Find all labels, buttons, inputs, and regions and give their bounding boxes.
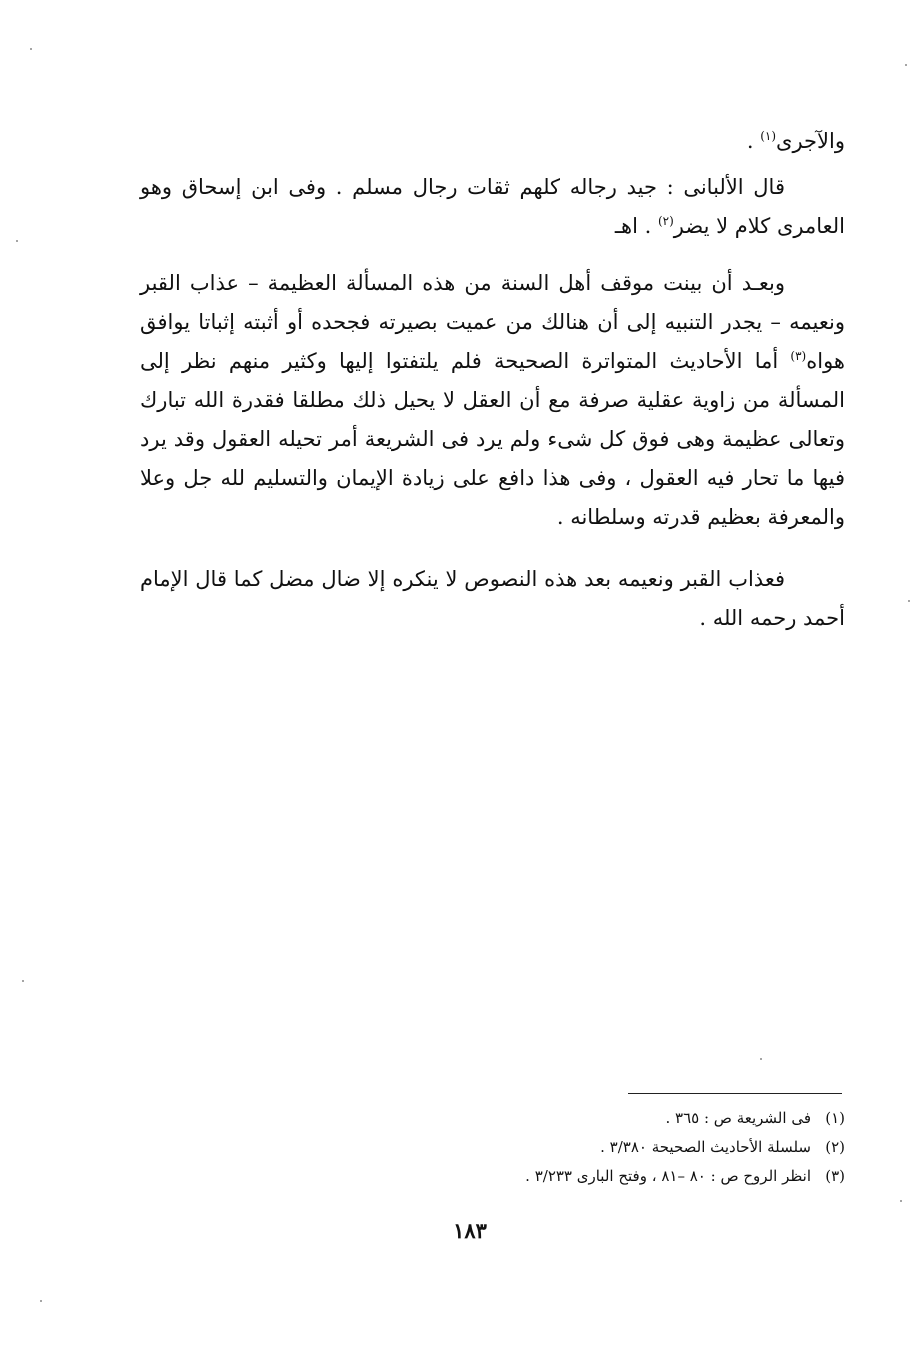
footnote-ref-2: (٢)	[657, 214, 674, 228]
ajurri-text: والآجرى	[776, 129, 845, 153]
scan-speck	[16, 240, 18, 242]
footnote-divider	[628, 1093, 842, 1094]
final-text: فعذاب القبر ونعيمه بعد هذه النصوص لا ينكره إلا ضال مضل كما قال الإمام أحمد رحمه الله .	[140, 567, 845, 630]
scan-speck	[22, 980, 24, 982]
main-text-after: أما الأحاديث المتواترة الصحيحة فلم يلتفتوا إليها وكثير منهم نظر إلى المسألة من زاوية عقلية صرفة مع أن العقل لا يحيل ذلك مطلقا فقدرة الله تبارك وتعالى عظيمة وهى فوق كل شىء ولم يرد فى الشريعة أمر تحيله العقول وقد يرد فيها ما تحار فيه العقول ، وفى هذا دافع على زيادة الإيمان والتسليم لله جل وعلا والمعرفة بعظيم قدرته وسلطانه .	[140, 349, 845, 529]
footnote-number: (٢)	[825, 1138, 845, 1156]
paragraph-final	[140, 560, 845, 638]
albani-end: . اهـ	[614, 214, 658, 238]
scan-speck	[40, 1300, 42, 1302]
scan-speck	[30, 48, 32, 50]
footnote-3	[380, 1162, 845, 1191]
scan-speck	[900, 1200, 902, 1202]
ajurri-end: .	[746, 129, 761, 153]
page-number: ١٨٣	[453, 1218, 487, 1243]
footnotes	[380, 1104, 845, 1191]
footnote-text: فى الشريعة ص : ٣٦٥ .	[665, 1109, 811, 1127]
paragraph-albani	[140, 168, 845, 246]
footnote-2	[380, 1133, 845, 1162]
line-ajurri	[140, 122, 845, 161]
main-text-before: وبعـد أن بينت موقف أهل السنة من هذه المسألة العظيمة – عذاب القبر ونعيمه – يجدر التنبيه إلى أن هنالك من عميت بصيرته فجحده أو أثبته إثباتا يوافق هواه	[140, 271, 845, 373]
footnote-1	[380, 1104, 845, 1133]
footnote-text: انظر الروح ص : ٨٠ –٨١ ، وفتح البارى ٣/٢٣٣ .	[525, 1167, 811, 1185]
scan-speck	[760, 1058, 762, 1060]
footnote-text: سلسلة الأحاديث الصحيحة ٣/٣٨٠ .	[600, 1138, 811, 1156]
footnote-ref-1: (١)	[760, 129, 777, 143]
footnote-number: (١)	[825, 1109, 845, 1127]
footnote-ref-3: (٣)	[790, 349, 807, 363]
footnote-number: (٣)	[825, 1167, 845, 1185]
albani-text: قال الألبانى : جيد رجاله كلهم ثقات رجال مسلم . وفى ابن إسحاق وهو العامرى كلام لا يضر	[140, 175, 845, 238]
paragraph-main	[140, 264, 845, 537]
scan-speck	[908, 600, 910, 602]
scan-speck	[905, 64, 907, 66]
